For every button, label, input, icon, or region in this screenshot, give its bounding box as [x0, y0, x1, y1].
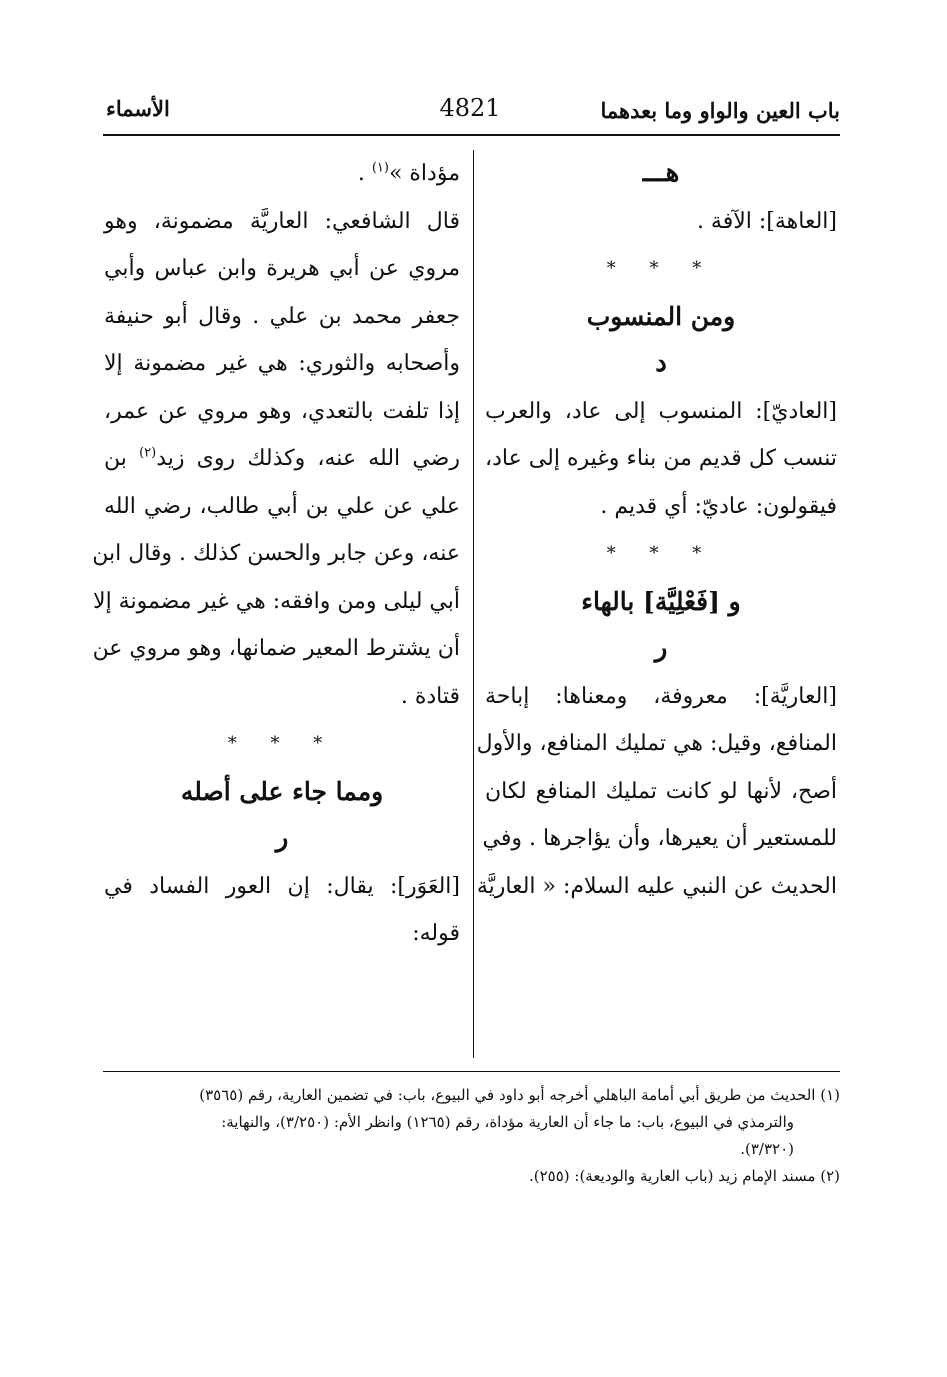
letter-heading-ra: ر: [654, 633, 668, 663]
book-section: الأسماء: [106, 96, 170, 121]
text-line: عنه، وعن جابر والحسن كذلك . وقال ابن: [92, 541, 460, 566]
entry-awar-line: [العَوَر]: يقال: إن العور الفساد في: [104, 873, 460, 899]
entry-ariyya-line: المنافع، وقيل: هي تمليك المنافع، والأول: [476, 731, 837, 756]
entry-ariyya-line: أصح، لأنها لو كانت تمليك المنافع لكان: [485, 778, 837, 804]
separator-stars: * * *: [227, 733, 337, 754]
section-heading-faliyya: و [فَعْلِيَّة] بالهاء: [581, 586, 741, 616]
header-rule: [103, 134, 840, 136]
text-line: [104, 150, 460, 198]
text-line: علي عن علي بن أبي طالب، رضي الله: [104, 493, 460, 519]
section-heading-asl: ومما جاء على أصله: [180, 776, 384, 806]
footnote-ref[interactable]: (٢): [139, 445, 157, 461]
text-fragment: .: [357, 161, 365, 186]
text-line: أن يشترط المعير ضمانها، وهو مروي عن: [92, 636, 460, 661]
running-title: باب العين والواو وما بعدهما: [600, 98, 840, 123]
text-line: جعفر محمد بن علي . وقال أبو حنيفة: [104, 303, 460, 329]
footnote-1: (١) الحديث من طريق أبي أمامة الباهلي أخرجه أبو داود في البيوع، باب: في تضمين العارية، رقم (٣٥٦٥): [199, 1086, 840, 1104]
text-line: أبي ليلى ومن وافقه: هي غير مضمونة إلا: [93, 588, 460, 614]
footnote-1-cont: والترمذي في البيوع، باب: ما جاء أن العارية مؤداة، رقم (١٢٦٥) وانظر الأم: (٣/٢٥٠)، والنهاية:: [221, 1113, 794, 1131]
text-fragment: مؤداة »: [388, 161, 460, 186]
separator-stars: * * *: [606, 543, 716, 564]
entry-ariyya-line: [العاريَّة]: معروفة، ومعناها: إباحة: [485, 683, 837, 709]
text-fragment: رضي الله عنه، وكذلك روى زيد: [156, 446, 460, 471]
separator-stars: * * *: [606, 258, 716, 279]
entry-awar-line: قوله:: [412, 921, 460, 946]
text-line: قتادة .: [400, 683, 460, 709]
page-number: 4821: [439, 94, 501, 122]
entry-adi-line: [العاديّ]: المنسوب إلى عاد، والعرب: [485, 398, 837, 424]
footnote-2: (٢) مسند الإمام زيد (باب العارية والوديعة): (٢٥٥).: [528, 1167, 840, 1185]
text-line: وأصحابه والثوري: هي غير مضمونة إلا: [104, 351, 460, 376]
text-line: إذا تلفت بالتعدي، وهو مروي عن عمر،: [104, 398, 460, 424]
entry-adi-line: فيقولون: عاديّ: أي قديم .: [600, 493, 837, 519]
footnote-1-cont: (٣/٣٢٠).: [740, 1140, 794, 1158]
footnote-rule: [103, 1071, 840, 1072]
entry-ariyya-line: للمستعير أن يعيرها، وأن يؤاجرها . وفي: [482, 826, 837, 851]
footnotes: [100, 1082, 840, 1190]
footnote-ref[interactable]: (١): [371, 160, 389, 176]
page-header: [100, 92, 840, 132]
column-divider: [473, 150, 474, 1058]
entry-aha: [العاهة]: الآفة .: [696, 208, 837, 234]
entry-adi-line: تنسب كل قديم من بناء وغيره إلى عاد،: [485, 446, 837, 471]
right-column: [476, 150, 837, 910]
section-heading-mansub: ومن المنسوب: [586, 301, 736, 331]
letter-heading-ra: ر: [275, 823, 289, 853]
text-line: قال الشافعي: العاريَّة مضمونة، وهو: [104, 208, 460, 234]
text-fragment: بن: [104, 446, 127, 471]
entry-ariyya-line: الحديث عن النبي عليه السلام: « العاريَّة: [476, 873, 837, 899]
letter-heading-ha: هـــ: [642, 158, 680, 188]
text-line: [104, 435, 460, 483]
text-line: مروي عن أبي هريرة وابن عباس وأبي: [104, 256, 460, 281]
letter-heading-dal: د: [655, 348, 667, 378]
left-column: [92, 150, 460, 958]
